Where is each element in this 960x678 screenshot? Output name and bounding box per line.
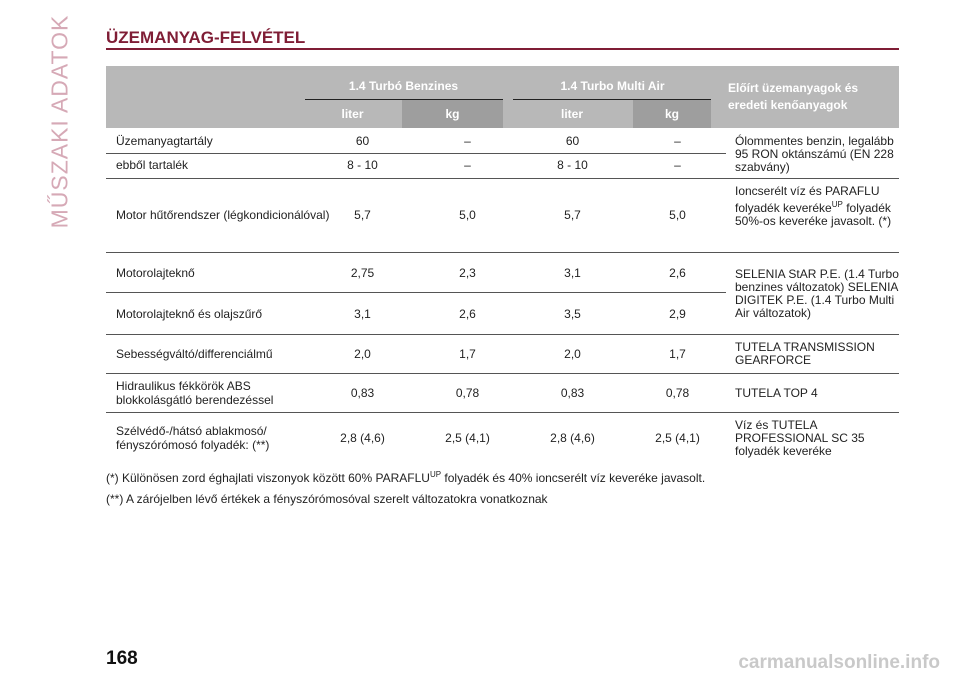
cell-gearbox-v3: 2,0 [564,347,581,361]
cell-oil-pan-filter-v3: 3,5 [564,307,581,321]
row-label-gearbox: Sebességváltó/differenciálmű [116,347,273,361]
header-unit-liter-1: liter [341,107,364,121]
cell-oil-pan-filter-v2: 2,6 [459,307,476,321]
section-side-label-text: MŰSZAKI ADATOK [46,14,73,228]
spec-oil: SELENIA StAR P.E. (1.4 Turbo benzines változatok) SELENIA DIGITEK P.E. (1.4 Turbo Multi Air változatok) [735,267,899,320]
cell-oil-pan-filter-v4: 2,9 [669,307,686,321]
spec-coolant-text-a: Ioncserélt víz és PARAFLU folyadék keveréke [735,184,880,215]
cell-oil-pan-filter-v1: 3,1 [354,307,371,321]
cell-coolant-v3: 5,7 [564,208,581,222]
row-label-fuel-tank: Üzemanyagtartály [116,134,213,148]
header-unit-kg-2: kg [633,100,711,128]
cell-oil-pan-v2: 2,3 [459,266,476,280]
cell-fuel-tank-v1: 60 [355,134,370,148]
cell-washer-v1: 2,8 (4,6) [340,431,385,445]
cell-gearbox-v4: 1,7 [669,347,686,361]
row-divider [106,334,899,335]
row-label-brake: Hidraulikus fékkörök ABS blokkolásgátló berendezéssel [116,379,274,407]
footnote-2: (**) A zárójelben lévő értékek a fényszórómosóval szerelt változatokra vonatkoznak [106,492,548,506]
cell-fuel-tank-v3: 60 [565,134,580,148]
spec-washer: Víz és TUTELA PROFESSIONAL SC 35 folyadék keveréke [735,417,865,458]
row-label-washer [116,414,331,472]
spec-coolant [735,182,899,253]
footnote-1-text-a: (*) Különösen zord éghajlati viszonyok között 60% PARAFLU [106,471,430,485]
cell-coolant-v1: 5,7 [354,208,371,222]
row-divider [106,178,899,179]
header-unit-kg-1: kg [402,100,503,128]
row-label-reserve: ebből tartalék [116,158,189,172]
header-unit-liter-2: liter [560,107,583,121]
cell-fuel-tank-v4: – [674,134,681,148]
page-title: ÜZEMANYAG-FELVÉTEL [106,28,306,47]
footnote-1-text-b: folyadék és 40% ioncserélt víz keveréke javasolt. [441,471,706,485]
cell-reserve-v3: 8 - 10 [557,158,588,172]
cell-reserve-v2: – [464,158,471,172]
page-number: 168 [106,648,138,669]
spec-gear: TUTELA TRANSMISSION GEARFORCE [735,340,875,367]
title-rule [106,48,899,50]
row-divider [106,252,899,253]
footnote-1-sup: UP [429,470,442,479]
cell-brake-v1: 0,83 [350,386,375,400]
row-divider [106,373,899,374]
cell-reserve-v4: – [674,158,681,172]
cell-oil-pan-v3: 3,1 [564,266,581,280]
header-spec-text: Előírt üzemanyagok és eredeti kenőanyagok [728,81,859,112]
cell-oil-pan-v4: 2,6 [669,266,686,280]
row-label-oil-pan-filter: Motorolajteknő és olajszűrő [116,307,263,321]
header-group-turbo-multi-air: 1.4 Turbo Multi Air [560,79,665,93]
cell-washer-v4: 2,5 (4,1) [655,431,700,445]
cell-coolant-v4: 5,0 [669,208,686,222]
cell-washer-v2: 2,5 (4,1) [445,431,490,445]
cell-coolant-v2: 5,0 [459,208,476,222]
spec-coolant-sup: UP [831,200,843,209]
spec-brake: TUTELA TOP 4 [735,385,818,400]
cell-oil-pan-v1: 2,75 [350,266,375,280]
cell-brake-v4: 0,78 [665,386,690,400]
row-label-washer-line-a: Szélvédő-/hátsó ablakmosó/ [116,424,267,438]
cell-gearbox-v2: 1,7 [459,347,476,361]
row-divider [106,292,726,293]
spec-coolant-text-b: folyadék 50%-os keveréke javasolt. (*) [735,201,892,228]
cell-brake-v2: 0,78 [455,386,480,400]
cell-washer-v3: 2,8 (4,6) [550,431,595,445]
row-label-washer-line-b: fényszórómosó folyadék: (**) [116,438,270,452]
cell-fuel-tank-v2: – [464,134,471,148]
footnote-1 [106,470,705,485]
row-label-coolant: Motor hűtőrendszer (légkondicionálóval) [116,208,330,222]
header-group-turbo-benzines: 1.4 Turbó Benzines [348,79,459,93]
row-divider [106,412,899,413]
row-label-oil-pan: Motorolajteknő [116,266,195,280]
cell-brake-v3: 0,83 [560,386,585,400]
spec-fuel: Ólommentes benzin, legalább 95 RON oktánszámú (EN 228 szabvány) [735,133,894,174]
header-spec [726,66,899,128]
section-side-label [40,14,80,228]
cell-gearbox-v1: 2,0 [354,347,371,361]
cell-reserve-v1: 8 - 10 [347,158,378,172]
watermark: carmanualsonline.info [738,652,940,673]
